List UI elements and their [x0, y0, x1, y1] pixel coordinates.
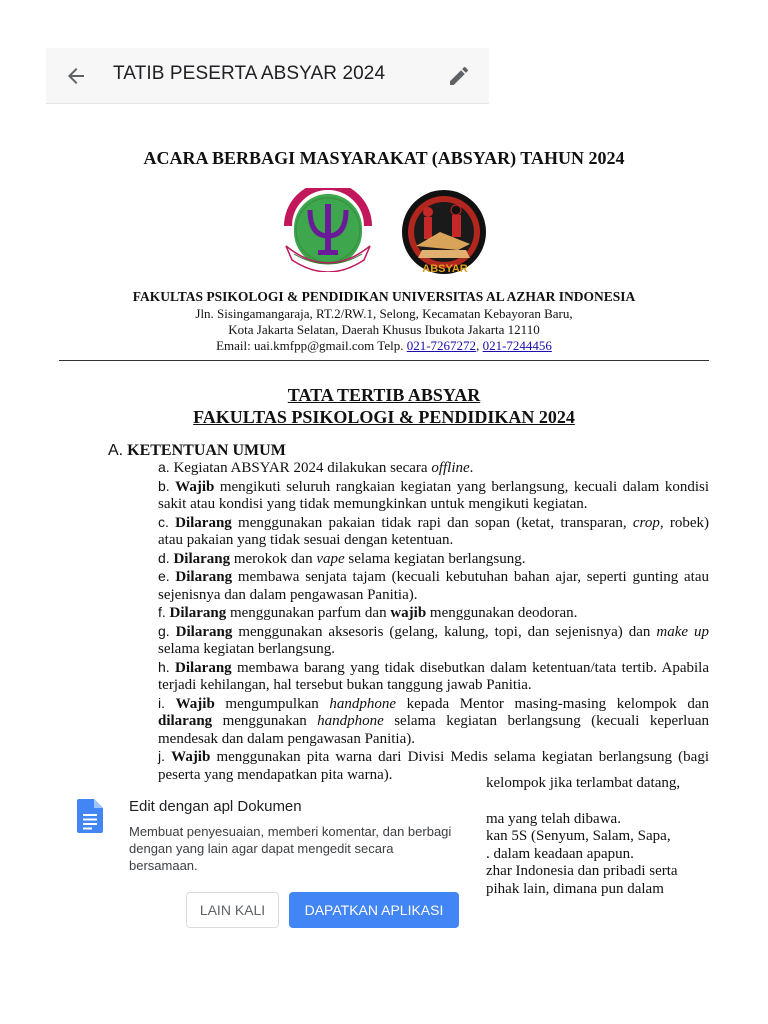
- address-line-2: Kota Jakarta Selatan, Daerah Khusus Ibukota Jakarta 12110: [228, 322, 540, 337]
- contact-line: [0, 338, 768, 354]
- section-title: KETENTUAN UMUM: [127, 442, 286, 459]
- faculty-logo: [280, 188, 376, 272]
- rules-list: [158, 459, 709, 784]
- phone-link-2[interactable]: 021-7244456: [482, 338, 552, 353]
- absyar-logo-text: ABSYAR: [422, 263, 468, 275]
- get-app-button[interactable]: DAPATKAN APLIKASI: [289, 892, 459, 928]
- rules-subtitle: FAKULTAS PSIKOLOGI & PENDIDIKAN 2024: [193, 407, 575, 427]
- rule-item-c: c. Dilarang menggunakan pakaian tidak rapi dan sopan (ketat, transparan, crop, robek) atau pakaian yang tidak sesuai dengan ketentuan.: [158, 513, 709, 548]
- rule-item-j: j. Wajib menggunakan pita warna dari Divisi Medis selama kegiatan berlangsung (bagi peserta yang mendapatkan pita warna).: [158, 748, 710, 783]
- rule-item-f: f. Dilarang menggunakan parfum dan wajib menggunakan deodoran.: [158, 604, 578, 621]
- partial-rule-line: . dalam keadaan apapun.: [486, 846, 634, 862]
- absyar-logo: [400, 190, 490, 276]
- pencil-icon[interactable]: [447, 64, 471, 88]
- later-button[interactable]: LAIN KALI: [186, 892, 279, 928]
- event-title: ACARA BERBAGI MASYARAKAT (ABSYAR) TAHUN 2024: [143, 148, 625, 168]
- section-letter: A.: [108, 442, 124, 459]
- rule-item-b: b. Wajib mengikuti seluruh rangkaian kegiatan yang berlangsung, kecuali dalam kondisi sakit atau kondisi yang tidak memungkinkan untuk mengikuti kegiatan.: [158, 477, 709, 512]
- address-line-1: Jln. Sisingamangaraja, RT.2/RW.1, Selong, Kecamatan Kebayoran Baru,: [195, 306, 573, 321]
- rule-item-i: i. Wajib mengumpulkan handphone kepada Mentor masing-masing kelompok dan dilarang menggunakan handphone selama kegiatan berlangsung (kecuali keperluan mendesak dan dalam pengawasan Panitia).: [158, 694, 709, 747]
- contact-email: Email: uai.kmfpp@gmail.com Telp.: [216, 338, 407, 353]
- phone-link-1[interactable]: 021-7267272: [406, 338, 477, 353]
- rule-item-d: d. Dilarang merokok dan vape selama kegiatan berlangsung.: [158, 549, 526, 567]
- rule-item-e: e. Dilarang membawa senjata tajam (kecuali kebutuhan bahan ajar, seperti gunting atau sejenisnya dan dalam pengawasan Panitia).: [158, 568, 710, 603]
- rule-item-g: g. Dilarang menggunakan aksesoris (gelang, kalung, topi, dan sejenisnya) dan make up selama kegiatan berlangsung.: [158, 622, 710, 657]
- app-bar: [46, 48, 489, 104]
- rule-item-h: h. Dilarang membawa barang yang tidak disebutkan dalam ketentuan/tata tertib. Apabila terjadi kehilangan, hal tersebut bukan tanggung jawab Panitia.: [158, 658, 709, 693]
- partial-rule-line: ma yang telah dibawa.: [486, 811, 621, 827]
- institution-name: FAKULTAS PSIKOLOGI & PENDIDIKAN UNIVERSITAS AL AZHAR INDONESIA: [132, 289, 636, 304]
- partial-rule-line: zhar Indonesia dan pribadi serta: [486, 863, 678, 879]
- google-docs-icon: [77, 799, 103, 833]
- rule-item-a: a. Kegiatan ABSYAR 2024 dilakukan secara offline.: [158, 459, 474, 476]
- arrow-back-icon[interactable]: [64, 64, 88, 88]
- phone-separator: ,: [476, 338, 483, 353]
- partial-rule-line: kan 5S (Senyum, Salam, Sapa,: [486, 828, 671, 844]
- rules-title: TATA TERTIB ABSYAR: [287, 385, 481, 405]
- header-divider: [59, 360, 709, 361]
- partial-rule-line: pihak lain, dimana pun dalam: [486, 881, 664, 897]
- promo-title: Edit dengan apl Dokumen: [129, 798, 302, 815]
- document-title: TATIB PESERTA ABSYAR 2024: [113, 63, 386, 84]
- partial-rule-line: kelompok jika terlambat datang,: [486, 775, 681, 791]
- promo-description: Membuat penyesuaian, memberi komentar, dan berbagi dengan yang lain agar dapat mengedit secara bersamaan.: [129, 824, 452, 873]
- section-heading: [108, 442, 286, 460]
